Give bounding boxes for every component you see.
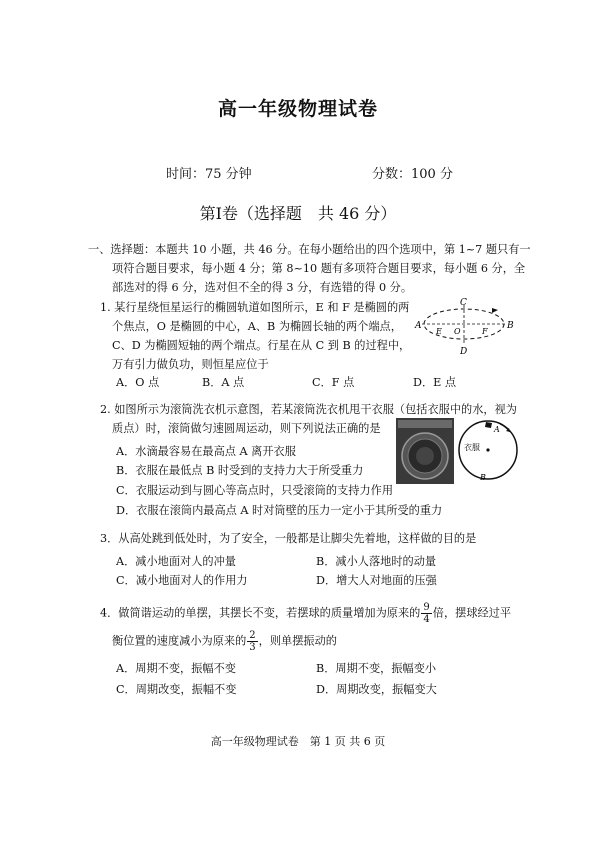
q2-option-c: C．衣服运动到与圆心等高点时，只受滚筒的支持力作用 [116, 484, 394, 497]
section-heading: 第Ⅰ卷（选择题 共 46 分） [199, 204, 397, 223]
label-o: O [454, 327, 461, 336]
washing-machine-photo [396, 418, 454, 484]
q4-line-1-pre: 4．做简谐运动的单摆，其摆长不变，若摆球的质量增加为原来的 [100, 606, 421, 620]
q4-line-2-post: ，则单摆振动的 [258, 634, 337, 648]
q4-option-c: C．周期改变，振幅不变 [116, 683, 237, 696]
q1-line-1: 1. 某行星绕恒星运行的椭圆轨道如图所示，E 和 F 是椭圆的两 [100, 301, 410, 314]
label-f: F [482, 327, 488, 336]
exam-time: 时间：75 分钟 [166, 167, 252, 182]
label-d: D [460, 347, 468, 357]
label-a: A [415, 321, 422, 331]
q4-fraction-2: $\frac{2}{3}$ [249, 630, 256, 653]
label-c: C [460, 298, 467, 308]
q4-option-a: A．周期不变，振幅不变 [116, 662, 236, 675]
drum-circle-diagram [456, 416, 522, 484]
q4-line-1 [100, 602, 511, 625]
q3-option-a: A．减小地面对人的冲量 [116, 555, 236, 568]
q2-line-1: 2. 如图所示为滚筒洗衣机示意图，若某滚筒洗衣机甩干衣服（包括衣服中的水，视为 [100, 403, 517, 416]
q3-option-c: C．减小地面对人的作用力 [116, 574, 248, 587]
orbit-direction-arrow [492, 308, 498, 313]
q2-option-b: B．衣服在最低点 B 时受到的支持力大于所受重力 [116, 464, 364, 477]
drum-center [486, 448, 489, 451]
q2-option-d: D．衣服在滚筒内最高点 A 时对筒壁的压力一定小于其所受的重力 [116, 504, 443, 517]
q4-option-d: D．周期改变，振幅变大 [316, 683, 437, 696]
q4-option-b: B．周期不变，振幅变小 [316, 662, 437, 675]
q1-line-4: 万有引力做负功，则恒星应位于 [112, 358, 269, 371]
label-clothes: 衣服 [464, 443, 480, 452]
ellipse-orbit-diagram [412, 296, 516, 358]
q4-line-2 [112, 630, 337, 653]
q1-option-b: B．A 点 [202, 376, 245, 389]
instructions-line-2: 项符合题目要求，每小题 4 分；第 8~10 题有多项符合题目要求，每小题 6 分，全 [112, 262, 526, 275]
q1-option-a: A．O 点 [116, 376, 160, 389]
label-a: A [494, 425, 500, 434]
clothes-point-a [485, 422, 492, 428]
q4-line-2-pre: 衡位置的速度减小为原来的 [112, 634, 247, 648]
q3-option-b: B．减小人落地时的动量 [316, 555, 437, 568]
label-b: B [507, 321, 514, 331]
q2-option-a: A．水滴最容易在最高点 A 离开衣服 [116, 445, 296, 458]
instructions-line-1: 一、选择题：本题共 10 小题，共 46 分。在每小题给出的四个选项中，第 1~7 题只有一 [88, 243, 531, 256]
exam-title: 高一年级物理试卷 [217, 98, 378, 120]
instructions-line-3: 部选对的得 6 分，选对但不全的得 3 分，有选错的得 0 分。 [112, 281, 413, 294]
q2-line-2: 质点）时，滚筒做匀速圆周运动，则下列说法正确的是 [112, 422, 381, 435]
page-footer: 高一年级物理试卷 第 1 页 共 6 页 [210, 735, 386, 748]
label-e: E [436, 327, 442, 336]
exam-score: 分数：100 分 [372, 167, 453, 182]
q1-line-3: C、D 为椭圆短轴的两个端点。行星在从 C 到 B 的过程中， [112, 339, 411, 352]
q1-line-2: 个焦点，O 是椭圆的中心，A、B 为椭圆长轴的两个端点， [112, 320, 402, 333]
q3-line: 3．从高处跳到低处时，为了安全，一般都是让脚尖先着地，这样做的目的是 [100, 532, 477, 545]
q4-fraction-1: $\frac{9}{4}$ [423, 602, 430, 625]
label-b: B [480, 473, 486, 482]
q3-option-d: D．增大人对地面的压强 [316, 574, 437, 587]
q1-option-c: C．F 点 [312, 376, 355, 389]
q1-option-d: D．E 点 [413, 376, 457, 389]
q4-line-1-post: 倍，摆球经过平 [432, 606, 512, 620]
